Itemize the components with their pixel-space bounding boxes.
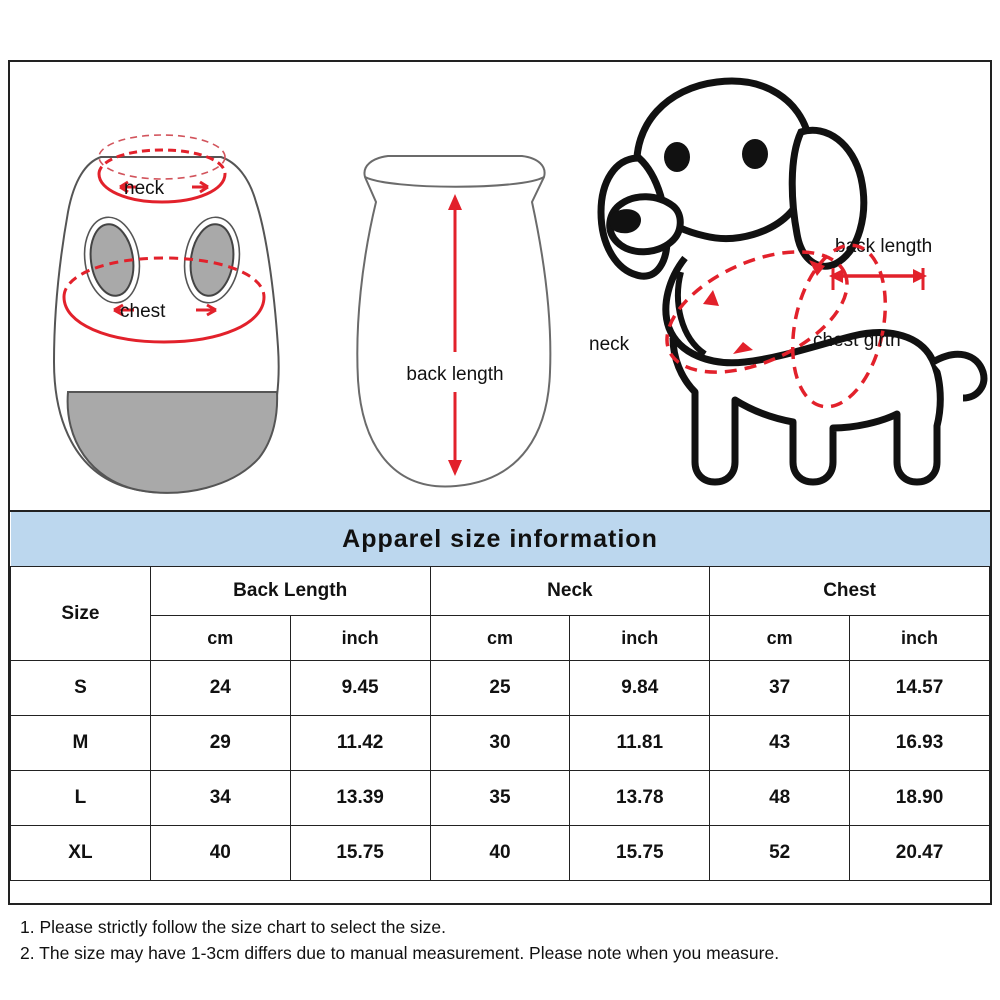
table-row <box>11 661 990 716</box>
cell-neck-cm: 25 <box>430 661 570 716</box>
table-row <box>11 771 990 826</box>
table-title-row <box>11 512 990 567</box>
cell-back-length-cm: 24 <box>150 661 290 716</box>
cell-chest-cm: 37 <box>710 661 850 716</box>
dog-chest-girth-label: chest girth <box>813 330 901 351</box>
cell-chest-cm: 43 <box>710 716 850 771</box>
size-chart-frame <box>8 60 992 963</box>
note-line-2: 2. The size may have 1-3cm differs due to manual measurement. Please note when you measure. <box>20 943 780 963</box>
header-neck-cm: cm <box>430 616 570 661</box>
table-unit-header-row <box>11 616 990 661</box>
header-neck: Neck <box>430 567 710 616</box>
note-line-1: 1. Please strictly follow the size chart to select the size. <box>20 917 447 937</box>
cell-neck-cm: 30 <box>430 716 570 771</box>
cell-back-length-inch: 9.45 <box>290 661 430 716</box>
header-back-length-inch: inch <box>290 616 430 661</box>
cell-neck-inch: 9.84 <box>570 661 710 716</box>
cell-chest-inch: 16.93 <box>850 716 990 771</box>
cell-chest-cm: 48 <box>710 771 850 826</box>
cell-chest-inch: 18.90 <box>850 771 990 826</box>
table-title: Apparel size information <box>11 512 990 567</box>
table-row <box>11 826 990 881</box>
table-row <box>11 716 990 771</box>
size-table <box>10 512 990 881</box>
cell-neck-inch: 13.78 <box>570 771 710 826</box>
cell-neck-cm: 35 <box>430 771 570 826</box>
header-back-length-cm: cm <box>150 616 290 661</box>
header-chest-cm: cm <box>710 616 850 661</box>
header-back-length: Back Length <box>150 567 430 616</box>
cell-back-length-cm: 40 <box>150 826 290 881</box>
cell-size: S <box>11 661 151 716</box>
header-neck-inch: inch <box>570 616 710 661</box>
garment-chest-label: chest <box>120 301 166 322</box>
cell-neck-inch: 15.75 <box>570 826 710 881</box>
garment-back-length-label: back length <box>406 364 504 385</box>
dog-illustration <box>585 62 990 510</box>
cell-chest-cm: 52 <box>710 826 850 881</box>
cell-back-length-inch: 11.42 <box>290 716 430 771</box>
cell-back-length-cm: 34 <box>150 771 290 826</box>
header-chest: Chest <box>710 567 990 616</box>
cell-size: L <box>11 771 151 826</box>
cell-chest-inch: 20.47 <box>850 826 990 881</box>
cell-back-length-inch: 15.75 <box>290 826 430 881</box>
cell-neck-inch: 11.81 <box>570 716 710 771</box>
header-chest-inch: inch <box>850 616 990 661</box>
cell-back-length-inch: 13.39 <box>290 771 430 826</box>
cell-size: XL <box>11 826 151 881</box>
dog-neck-label: neck <box>589 334 630 355</box>
cell-back-length-cm: 29 <box>150 716 290 771</box>
dog-back-length-label: back length <box>835 236 933 257</box>
garment-front-illustration <box>16 62 316 510</box>
cell-neck-cm: 40 <box>430 826 570 881</box>
cell-chest-inch: 14.57 <box>850 661 990 716</box>
table-group-header-row <box>11 567 990 616</box>
garment-neck-label: neck <box>124 178 165 199</box>
illustration-panel <box>10 62 990 512</box>
header-size: Size <box>11 567 151 661</box>
notes-block <box>20 914 980 966</box>
cell-size: M <box>11 716 151 771</box>
garment-back-illustration <box>310 62 600 510</box>
